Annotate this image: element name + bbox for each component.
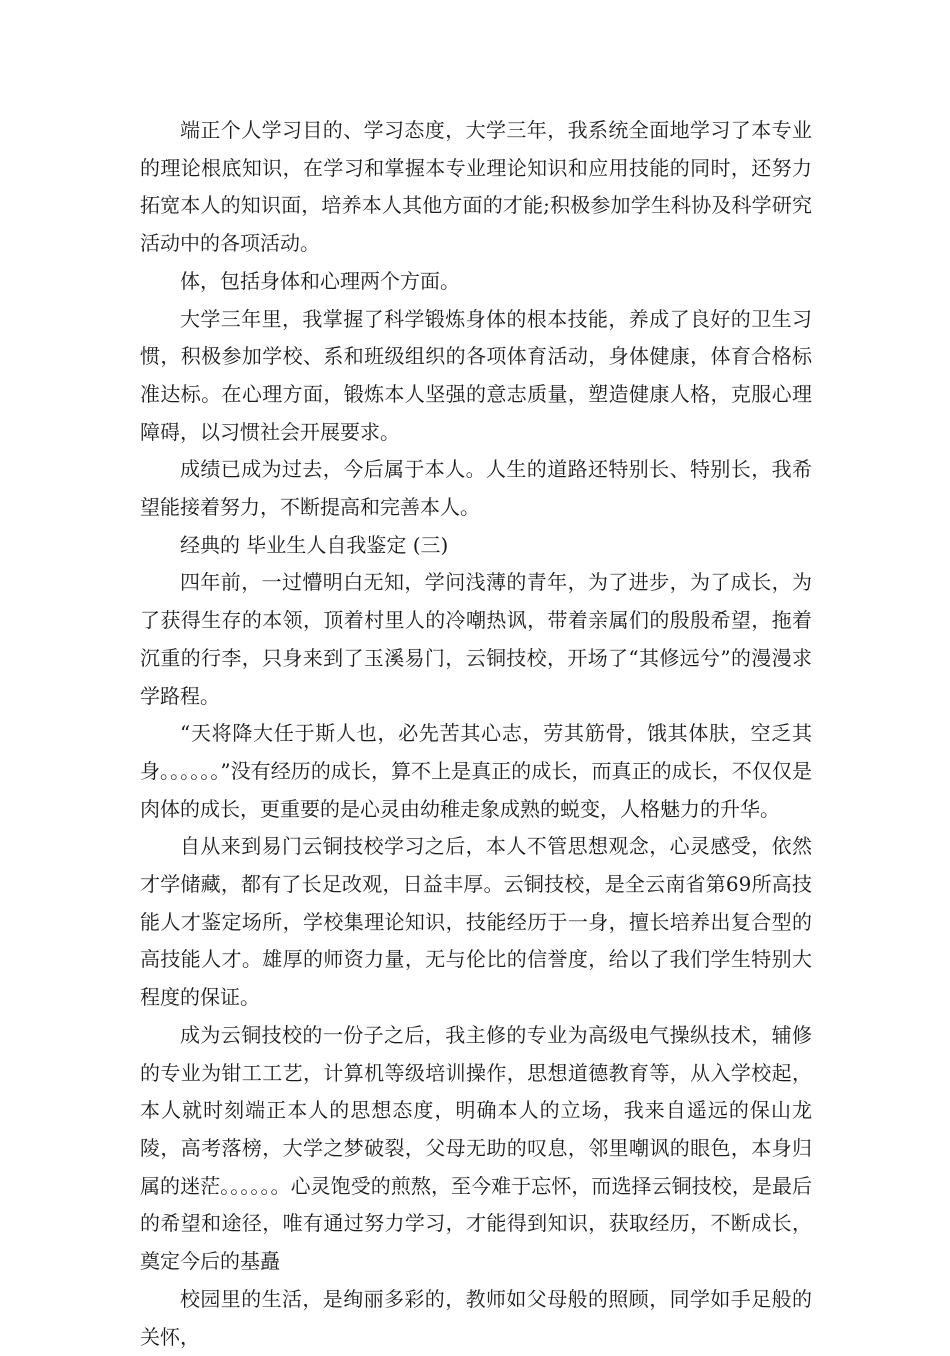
paragraph-school-intro: 自从来到易门云铜技校学习之后，本人不管思想观念，心灵感受，依然才学储藏，都有了长足改观，日益丰厚。云铜技校，是全云南省第69所高技能人才鉴定场所，学校集理论知识，技能经历于一身，擅长培养出复合型的高技能人才。雄厚的师资力量，无与伦比的信誉度，给以了我们学生特别大程度的保证。 <box>140 834 812 1010</box>
paragraph-physical-training: 大学三年里，我掌握了科学锻炼身体的根本技能，养成了良好的卫生习惯，积极参加学校、系和班级组织的各项体育活动，身体健康，体育合格标准达标。在心理方面，锻炼本人坚强的意志质量，塑造健康人格，克服心理障碍，以习惯社会开展要求。 <box>140 306 812 444</box>
paragraph-study-attitude: 端正个人学习目的、学习态度，大学三年，我系统全面地学习了本专业的理论根底知识，在学习和掌握本专业理论知识和应用技能的同时，还努力拓宽本人的知识面，培养本人其他方面的才能;积极参加学生科协及科学研究活动中的各项活动。 <box>140 118 812 256</box>
paragraph-quote-growth: “天将降大任于斯人也，必先苦其心志，劳其筋骨，饿其体肤，空乏其身。。。。。。”没有经历的成长，算不上是真正的成长，而真正的成长，不仅仅是肉体的成长，更重要的是心灵由幼稚走象成熟的蜕变，人格魅力的升华。 <box>140 721 812 821</box>
paragraph-future-effort: 成绩已成为过去，今后属于本人。人生的道路还特别长、特别长，我希望能接着努力，不断提高和完善本人。 <box>140 457 812 520</box>
paragraph-major-study: 成为云铜技校的一份子之后，我主修的专业为高级电气操纵技术，辅修的专业为钳工工艺，计算机等级培训操作，思想道德教育等，从入学校起，本人就时刻端正本人的思想态度，明确本人的立场，我来自遥远的保山龙陵，高考落榜，大学之梦破裂，父母无助的叹息，邻里嘲讽的眼色，本身归属的迷茫。。。。。。心灵饱受的煎熬，至今难于忘怀，而选择云铜技校，是最后的希望和途径，唯有通过努力学习，才能得到知识，获取经历，不断成长，奠定今后的基矗 <box>140 1022 812 1274</box>
document-body <box>140 112 812 1356</box>
paragraph-campus-life: 校园里的生活，是绚丽多彩的，教师如父母般的照顾，同学如手足般的关怀， <box>140 1286 812 1349</box>
paragraph-body-and-mind: 体，包括身体和心理两个方面。 <box>180 268 460 293</box>
paragraph-four-years-ago: 四年前，一过懵明白无知，学问浅薄的青年，为了进步，为了成长，为了获得生存的本领，顶着村里人的冷嘲热讽，带着亲属们的殷殷希望，拖着沉重的行李，只身来到了玉溪易门，云铜技校，开场了“其修远兮”的漫漫求学路程。 <box>140 570 812 708</box>
section-heading: 经典的 毕业生人自我鉴定 (三) <box>180 532 449 557</box>
